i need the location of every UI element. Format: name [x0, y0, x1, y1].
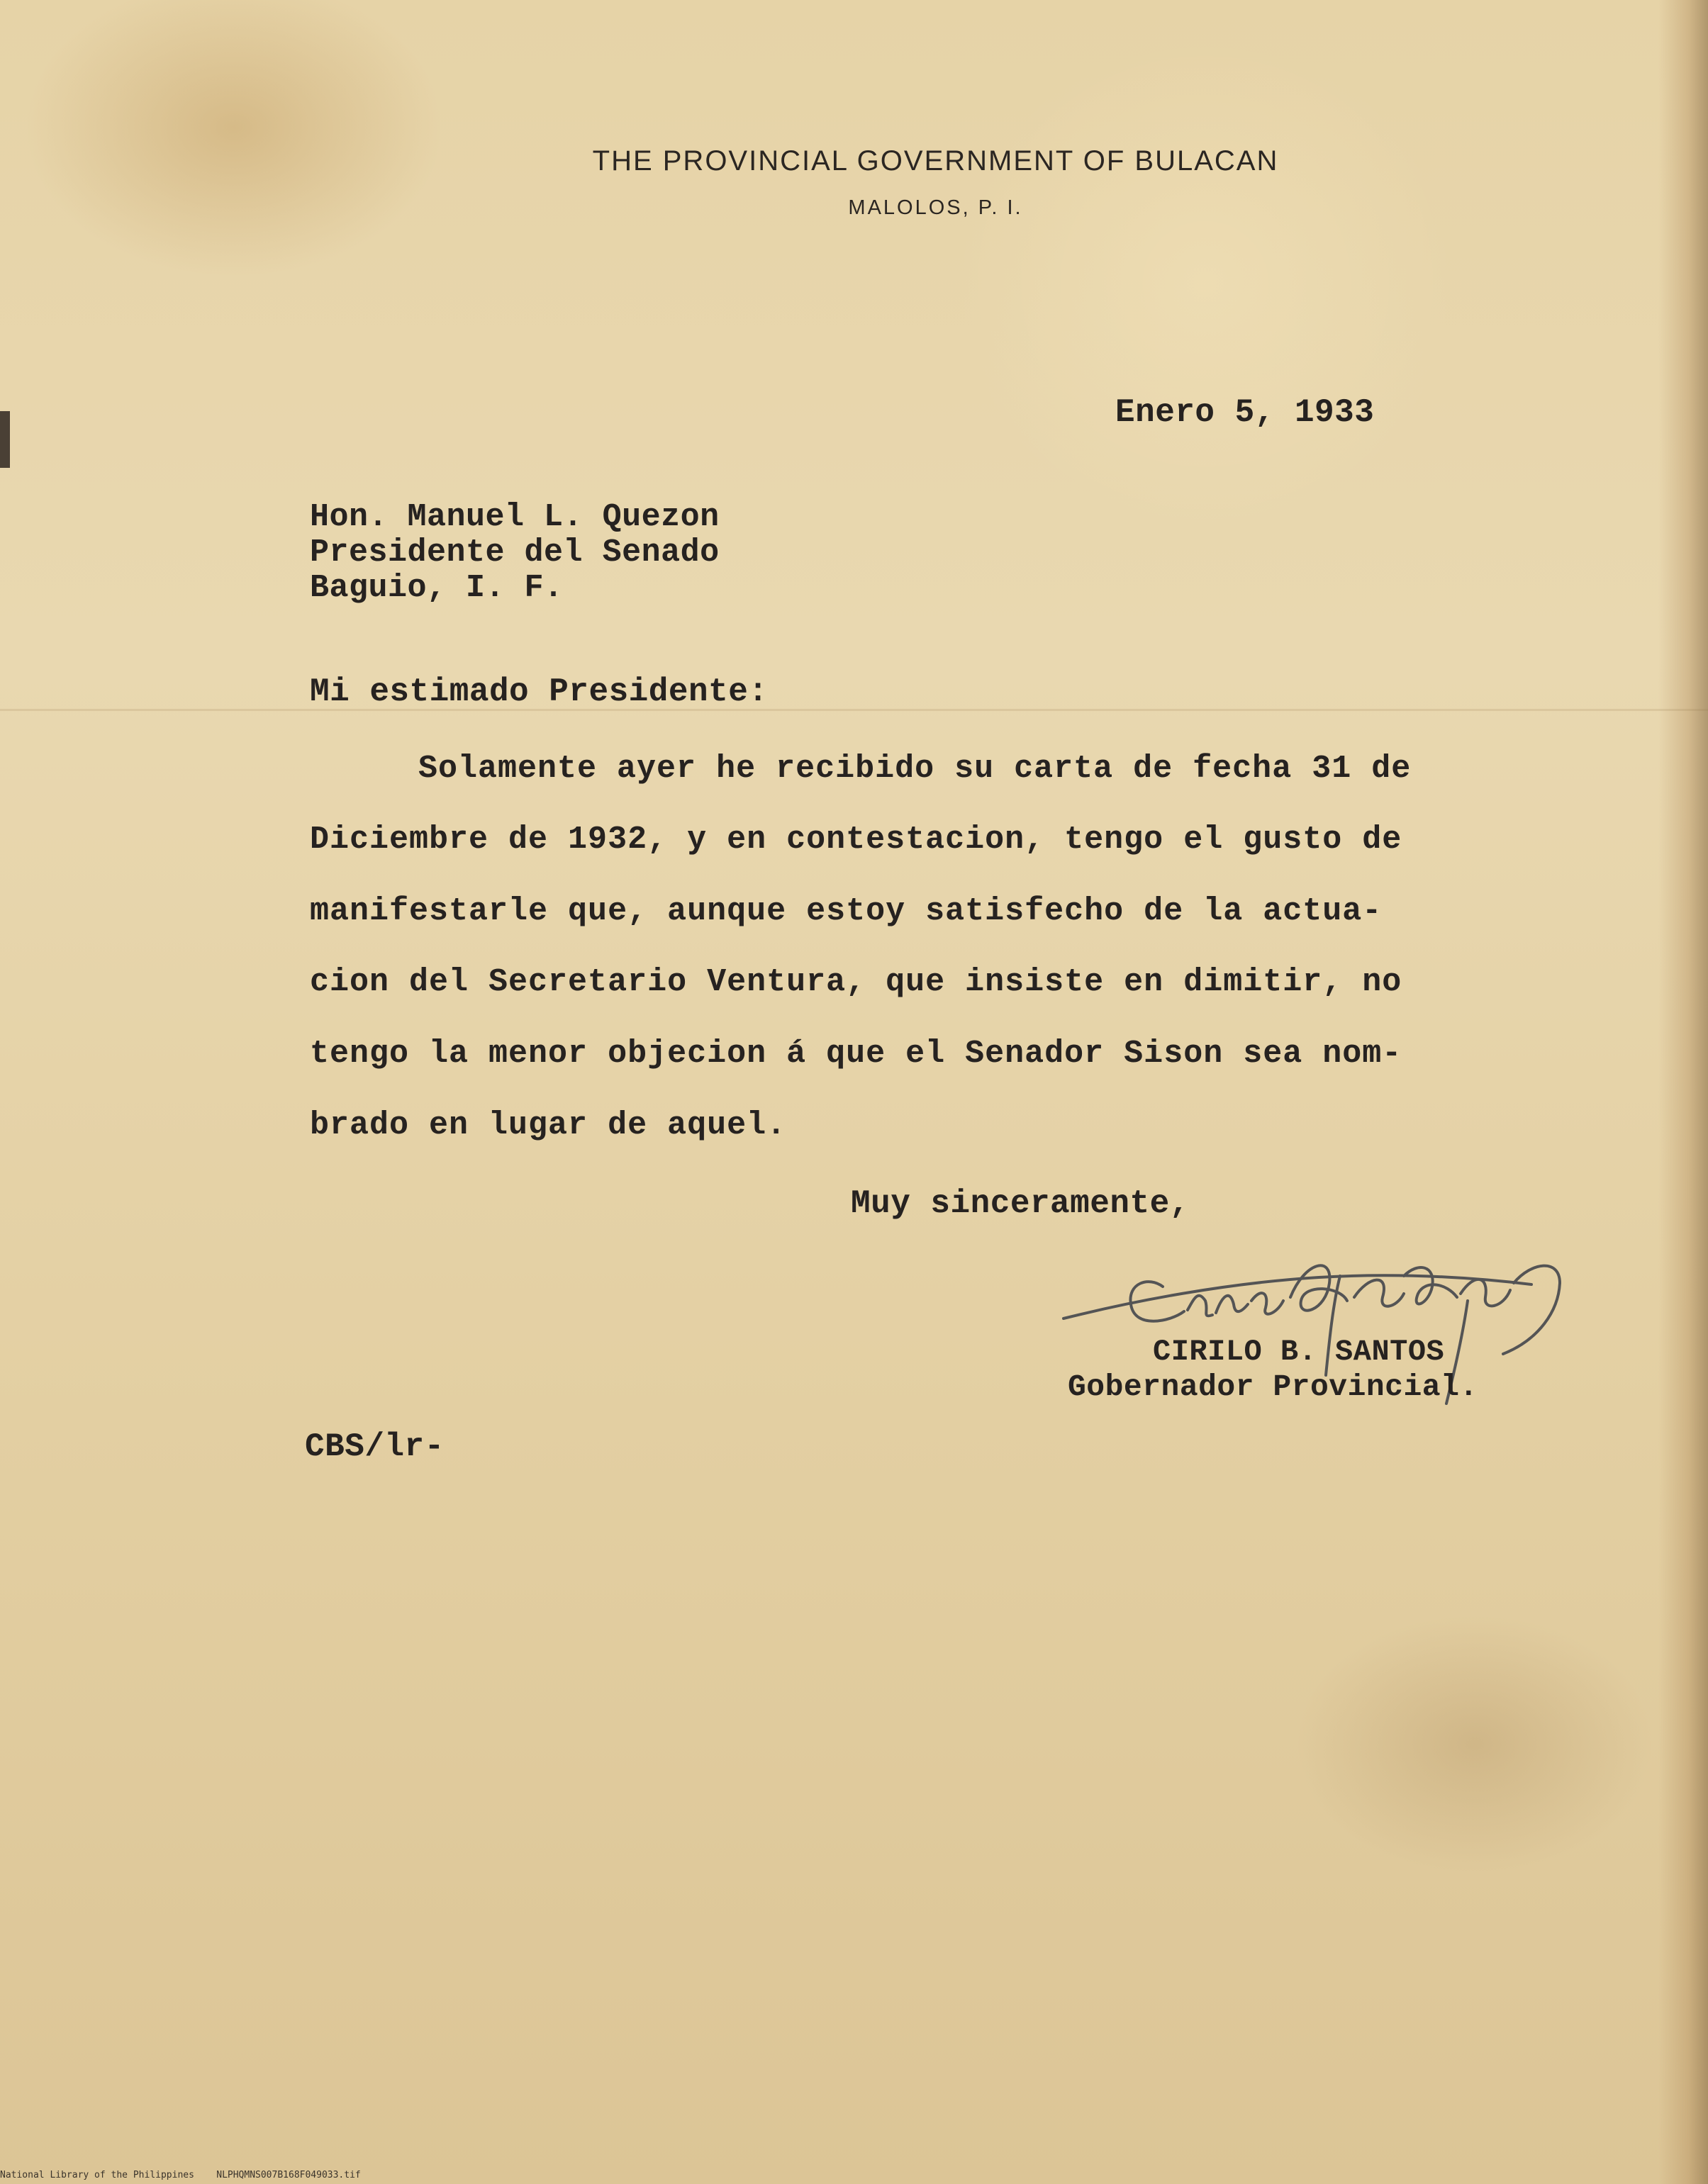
letterhead-title: THE PROVINCIAL GOVERNMENT OF BULACAN [592, 145, 1279, 177]
body-line: cion del Secretario Ventura, que insiste en dimitir, no [310, 964, 1402, 1000]
binding-clip-mark [0, 411, 10, 468]
signer-title: Gobernador Provincial. [1068, 1370, 1478, 1404]
paper-edge-shadow [1658, 0, 1708, 2184]
signer-name: CIRILO B. SANTOS [1153, 1335, 1445, 1369]
recipient-position: Presidente del Senado [310, 534, 720, 571]
body-line: manifestarle que, aunque estoy satisfecho de la actua- [310, 893, 1383, 929]
letter-date: Enero 5, 1933 [1115, 394, 1375, 431]
body-line: Solamente ayer he recibido su carta de fecha 31 de [418, 751, 1412, 787]
body-line: brado en lugar de aquel. [310, 1107, 787, 1143]
closing: Muy sinceramente, [851, 1185, 1190, 1222]
salutation: Mi estimado Presidente: [310, 673, 769, 710]
body-line: tengo la menor objecion á que el Senador Sison sea nom- [310, 1036, 1402, 1072]
archive-footer: National Library of the Philippines NLPHQMNS007B168F049033.tif [0, 2170, 361, 2180]
letterhead-subtitle: MALOLOS, P. I. [848, 196, 1023, 219]
paper-fold-line [0, 709, 1708, 711]
reference-initials: CBS/lr- [305, 1428, 445, 1465]
recipient-location: Baguio, I. F. [310, 570, 564, 606]
recipient-name: Hon. Manuel L. Quezon [310, 499, 720, 535]
body-line: Diciembre de 1932, y en contestacion, tengo el gusto de [310, 822, 1402, 858]
